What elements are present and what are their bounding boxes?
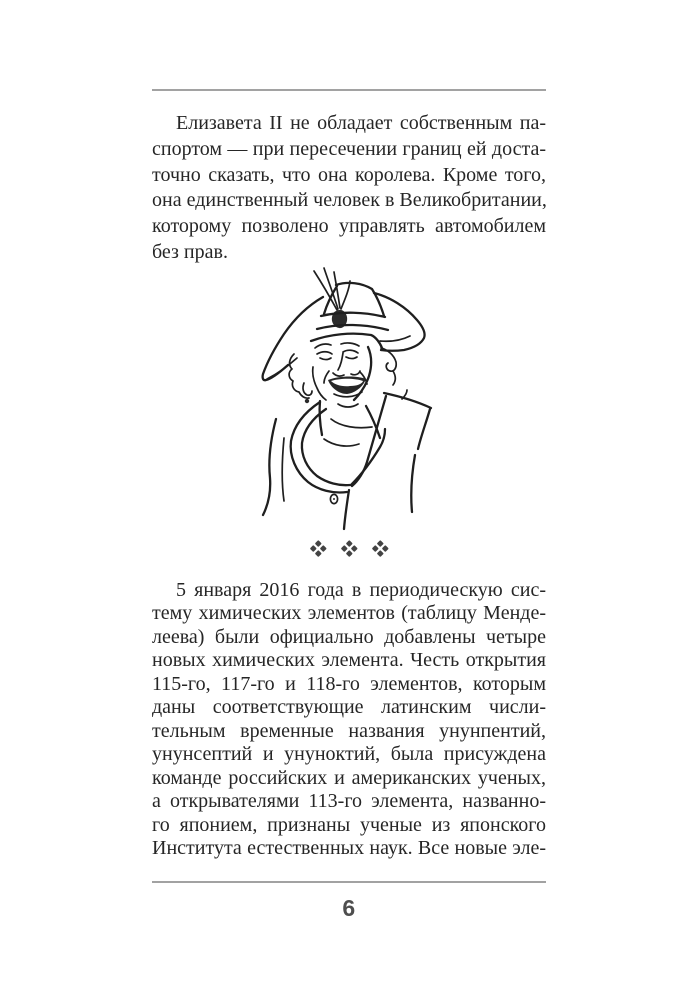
text-line: тему химических элементов (таблицу Менде-	[152, 602, 546, 625]
text-line: Елизавета II не обладает собственным па-	[176, 112, 546, 134]
diamond-dots-icon	[373, 541, 388, 556]
text-line: команде российских и американских ученых,	[152, 766, 546, 789]
text-line: 115-го, 117-го и 118-го элементов, которым	[152, 672, 546, 695]
top-rule	[152, 89, 546, 91]
text-line: 5 января 2016 года в периодическую сис-	[176, 579, 546, 601]
text-line: которому позволено управлять автомобилем	[152, 215, 546, 238]
text-line: Института естественных наук. Все новые эле-	[152, 836, 546, 859]
text-line: го японием, признаны ученые из японского	[152, 813, 546, 836]
text-line: без прав.	[152, 240, 228, 263]
text-line: спортом — при пересечении границ ей доста-	[152, 137, 546, 160]
text-line: тельным временные названия унунпентий,	[152, 719, 546, 742]
paragraph-2	[152, 579, 546, 860]
text-line: она единственный человек в Великобритании,	[152, 189, 547, 212]
page-number: 6	[342, 895, 356, 921]
section-separator	[152, 541, 546, 556]
paragraph-1	[152, 111, 546, 266]
queen-elizabeth-illustration	[258, 262, 438, 532]
text-line: точно сказать, что она королева. Кроме того,	[152, 163, 546, 186]
diamond-dots-icon	[311, 541, 326, 556]
diamond-dots-icon	[342, 541, 357, 556]
text-line: новых химических элемента. Честь открытия	[152, 649, 546, 672]
text-line: леева) были официально добавлены четыре	[152, 625, 546, 648]
text-line: унунсептий и унуноктий, была присуждена	[152, 743, 546, 766]
bottom-rule	[152, 881, 546, 883]
text-line: даны соответствующие латинским числи-	[152, 696, 546, 719]
text-line: а открывателями 113-го элемента, названно-	[152, 790, 546, 813]
